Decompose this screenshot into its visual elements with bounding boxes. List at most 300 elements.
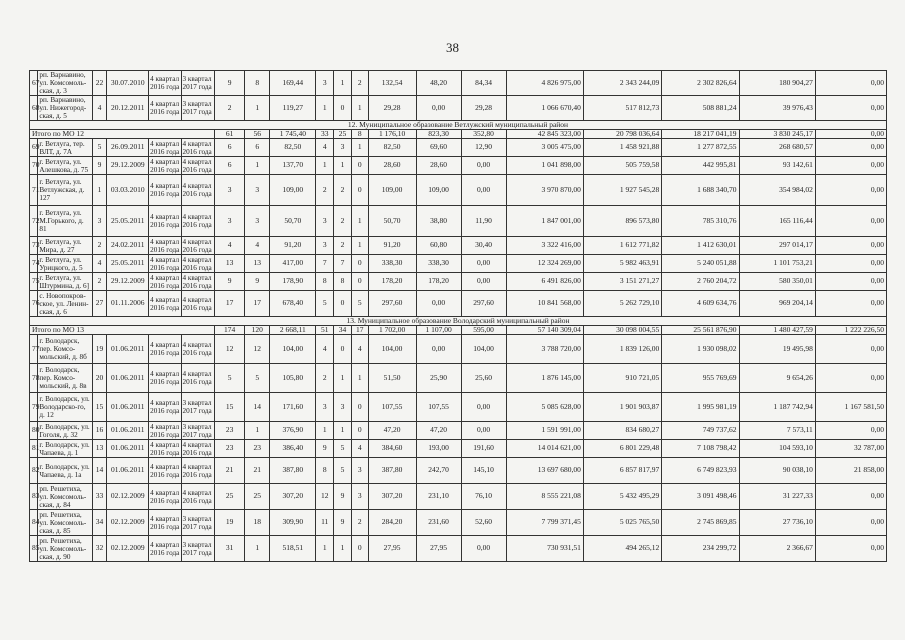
cell-s5: 1 167 581,50 [815,393,886,422]
cell-a3: 52,60 [461,510,506,536]
cell-date: 24.02.2011 [107,237,149,255]
cell-r2: 1 [334,71,352,96]
cell-a1: 384,60 [368,440,416,458]
cell-start: 4 квартал 2016 года [149,291,181,317]
cell-a2: 27,95 [416,536,461,562]
cell-r3: 0 [351,175,368,206]
cell-r1: 2 [316,364,334,393]
total-row [30,326,887,335]
cell-a2: 242,70 [416,458,461,484]
cell-addr: г. Ветлуга, ул. Алешкова, д. 75 [38,157,92,175]
cell-c1: 21 [214,458,244,484]
table-row [30,393,887,422]
cell-s1: 3 970 870,00 [506,175,583,206]
cell-no: 77 [30,335,38,364]
cell-s4: 7 573,11 [739,422,815,440]
cell-c1: 31 [214,536,244,562]
cell-no: 71 [30,175,38,206]
table-row [30,273,887,291]
cell-c2: 4 [245,237,270,255]
cell-no: 67 [30,71,38,96]
cell-r2: 1 [334,422,352,440]
total-label: Итого по МО 13 [30,326,215,335]
total-r3: 17 [351,326,368,335]
cell-a1: 109,00 [368,175,416,206]
cell-no: 68 [30,96,38,121]
cell-s4: 180 904,27 [739,71,815,96]
total-s2: 20 798 036,64 [583,130,661,139]
total-s5: 0,00 [815,130,886,139]
cell-addr: рп. Решетиха, ул. Комсомоль-ская, д. 85 [38,510,92,536]
cell-s2: 5 432 495,29 [583,484,661,510]
cell-s1: 5 085 628,00 [506,393,583,422]
cell-s4: 27 736,10 [739,510,815,536]
cell-end: 4 квартал 2016 года [181,175,214,206]
total-a2: 823,30 [416,130,461,139]
cell-addr: г. Ветлуга, тер. ВЛТ, д. 7А [38,139,92,157]
cell-end: 4 квартал 2016 года [181,364,214,393]
cell-s4: 2 366,67 [739,536,815,562]
cell-s3: 2 760 204,72 [662,273,739,291]
cell-a3: 145,10 [461,458,506,484]
cell-r3: 0 [351,536,368,562]
cell-s4: 580 350,01 [739,273,815,291]
cell-no: 78 [30,364,38,393]
total-s3: 25 561 876,90 [662,326,739,335]
cell-s3: 1 995 981,19 [662,393,739,422]
cell-s3: 5 240 051,88 [662,255,739,273]
cell-c2: 3 [245,175,270,206]
cell-a1: 28,60 [368,157,416,175]
cell-a3: 0,00 [461,393,506,422]
total-r2: 34 [334,326,352,335]
cell-area: 119,27 [270,96,316,121]
cell-c1: 6 [214,139,244,157]
cell-a3: 0,00 [461,175,506,206]
cell-start: 4 квартал 2016 года [149,536,181,562]
cell-a3: 12,90 [461,139,506,157]
cell-date: 01.06.2011 [107,422,149,440]
cell-no: 83 [30,484,38,510]
cell-c2: 1 [245,157,270,175]
cell-end: 3 квартал 2017 года [181,393,214,422]
table-row [30,96,887,121]
cell-start: 4 квартал 2016 года [150,237,180,254]
cell-a3: 191,60 [461,440,506,458]
cell-end: 4 квартал 2016 года [181,484,214,510]
cell-r3: 1 [351,237,368,255]
cell-s5: 0,00 [815,139,886,157]
cell-a3: 29,28 [461,96,506,121]
cell-area: 82,50 [270,139,316,157]
cell-units: 16 [92,422,107,440]
cell-s1: 1 847 001,00 [506,206,583,237]
cell-r1: 7 [316,255,334,273]
cell-s1: 12 324 269,00 [506,255,583,273]
cell-r2: 1 [334,536,352,562]
cell-no: 85 [30,536,38,562]
cell-a3: 0,00 [461,255,506,273]
cell-r2: 2 [334,175,352,206]
cell-area: 307,20 [270,484,316,510]
cell-r2: 0 [334,335,352,364]
cell-s5: 0,00 [815,291,886,317]
cell-start: 4 квартал 2016 года [149,96,181,121]
cell-start: 4 квартал 2016 года [149,335,181,364]
cell-s3: 785 310,76 [662,206,739,237]
cell-r2: 9 [334,510,352,536]
cell-a3: 11,90 [461,206,506,237]
cell-area: 137,70 [270,157,316,175]
cell-no: 72 [30,206,38,237]
cell-s1: 8 555 221,08 [506,484,583,510]
cell-units: 14 [92,458,107,484]
table-row [30,255,887,273]
cell-r1: 9 [316,440,334,458]
total-area: 2 668,11 [270,326,316,335]
cell-r3: 0 [351,422,368,440]
cell-date: 30.07.2010 [107,71,149,96]
cell-end: 3 квартал 2017 года [181,96,214,121]
cell-area: 109,00 [270,175,316,206]
cell-area: 417,00 [270,255,316,273]
cell-date: 25.05.2011 [107,206,149,237]
cell-a2: 193,00 [416,440,461,458]
cell-c2: 18 [245,510,270,536]
cell-c1: 13 [214,255,244,273]
cell-a2: 231,60 [416,510,461,536]
cell-addr: г. Ветлуга, ул. Мира, д. 27 [38,237,92,255]
cell-s3: 234 299,72 [662,536,739,562]
cell-s2: 834 680,27 [583,422,661,440]
cell-units: 20 [92,364,107,393]
cell-end: 4 квартал 2016 года [181,458,214,484]
cell-date: 02.12.2009 [107,536,149,562]
cell-no: 69 [30,139,38,157]
cell-no: 73 [30,237,38,255]
cell-addr: г. Ветлуга, ул. Урицкого, д. 5 [38,255,92,273]
cell-r3: 5 [351,291,368,317]
cell-a1: 284,20 [368,510,416,536]
cell-c1: 9 [214,71,244,96]
cell-units: 13 [92,440,107,458]
cell-c1: 6 [214,157,244,175]
cell-r1: 1 [316,157,334,175]
cell-addr: г. Ветлуга, ул. Ветлужская, д. 127 [38,175,92,206]
cell-a1: 107,55 [368,393,416,422]
cell-s3: 1 277 872,55 [662,139,739,157]
cell-a2: 60,80 [416,237,461,255]
cell-s1: 1 591 991,00 [506,422,583,440]
cell-addr: г. Володарск, пер. Комсо-мольский, д. 8б [38,335,92,364]
cell-r2: 5 [334,440,352,458]
total-s4: 3 830 245,17 [739,130,815,139]
cell-r2: 3 [334,393,352,422]
cell-s1: 14 014 621,00 [506,440,583,458]
cell-a1: 307,20 [368,484,416,510]
cell-a1: 104,00 [368,335,416,364]
cell-s1: 3 005 475,00 [506,139,583,157]
cell-units: 27 [92,291,107,317]
cell-addr: г. Ветлуга, ул. Штурмина, д. 6] [38,273,92,291]
cell-units: 1 [92,175,107,206]
cell-s3: 508 881,24 [662,96,739,121]
cell-s1: 1 066 670,40 [506,96,583,121]
total-area: 1 745,40 [270,130,316,139]
cell-s1: 10 841 568,00 [506,291,583,317]
page-number: 38 [446,40,459,55]
cell-s5: 0,00 [815,510,886,536]
table-row [30,484,887,510]
total-c1: 174 [214,326,244,335]
cell-s4: 104 593,10 [739,440,815,458]
cell-s2: 1 612 771,82 [583,237,661,255]
cell-s3: 1 688 340,70 [662,175,739,206]
section-heading-row [30,121,887,130]
total-c2: 56 [245,130,270,139]
cell-s2: 3 151 271,27 [583,273,661,291]
table-row [30,157,887,175]
cell-r1: 3 [316,206,334,237]
cell-r2: 5 [334,458,352,484]
total-r1: 33 [316,130,334,139]
cell-c2: 17 [245,291,270,317]
table-row [30,510,887,536]
cell-s3: 2 302 826,64 [662,71,739,96]
cell-addr: рп. Решетиха, ул. Комсомоль-ская, д. 90 [38,536,92,562]
cell-c1: 15 [214,393,244,422]
cell-r3: 1 [351,364,368,393]
cell-end: 4 квартал 2016 года [181,273,214,291]
cell-s2: 5 262 729,10 [583,291,661,317]
section-heading: 13. Муниципальное образование Володарский муниципальный район [30,317,887,326]
total-s3: 18 217 041,19 [662,130,739,139]
resettlement-table [29,70,887,562]
cell-s2: 896 573,80 [583,206,661,237]
cell-s5: 0,00 [815,157,886,175]
cell-start: 4 квартал 2016 года [149,484,181,510]
cell-c1: 5 [214,364,244,393]
cell-r1: 1 [316,422,334,440]
total-s5: 1 222 226,50 [815,326,886,335]
total-r3: 8 [351,130,368,139]
cell-start: 4 квартал 2016 года [149,175,181,206]
total-r1: 51 [316,326,334,335]
cell-a2: 107,55 [416,393,461,422]
cell-date: 01.06.2011 [107,364,149,393]
table-row [30,422,887,440]
cell-r3: 2 [351,71,368,96]
cell-date: 29.12.2009 [107,157,149,175]
cell-a2: 231,10 [416,484,461,510]
cell-units: 22 [92,71,107,96]
cell-area: 309,90 [270,510,316,536]
cell-start: 4 квартал 2016 года [149,364,181,393]
cell-area: 50,70 [270,206,316,237]
cell-a2: 28,60 [416,157,461,175]
cell-no: 79 [30,393,38,422]
cell-s1: 6 491 826,00 [506,273,583,291]
cell-s2: 910 721,05 [583,364,661,393]
cell-a1: 178,20 [368,273,416,291]
total-s1: 42 845 323,00 [506,130,583,139]
total-s2: 30 098 004,55 [583,326,661,335]
cell-a1: 82,50 [368,139,416,157]
table-row [30,175,887,206]
cell-s4: 31 227,33 [739,484,815,510]
section-heading: 12. Муниципальное образование Ветлужский муниципальный район [30,121,887,130]
cell-area: 171,60 [270,393,316,422]
cell-a3: 0,00 [461,157,506,175]
cell-s3: 7 108 798,42 [662,440,739,458]
table-row [30,139,887,157]
cell-start: 4 квартал 2016 года [150,139,180,156]
cell-r2: 3 [334,139,352,157]
table-row [30,291,887,317]
cell-c2: 8 [245,71,270,96]
cell-r2: 2 [334,206,352,237]
cell-units: 34 [92,510,107,536]
cell-s2: 494 265,12 [583,536,661,562]
cell-r1: 8 [316,458,334,484]
cell-a1: 27,95 [368,536,416,562]
cell-a3: 25,60 [461,364,506,393]
cell-s3: 1 412 630,01 [662,237,739,255]
cell-start: 4 квартал 2016 года [149,71,181,96]
cell-area: 678,40 [270,291,316,317]
cell-area: 169,44 [270,71,316,96]
cell-no: 84 [30,510,38,536]
cell-end: 3 квартал 2017 года [181,510,214,536]
cell-s4: 297 014,17 [739,237,815,255]
cell-s5: 0,00 [815,255,886,273]
cell-s5: 0,00 [815,273,886,291]
cell-c1: 4 [214,237,244,255]
cell-s5: 0,00 [815,175,886,206]
cell-a1: 50,70 [368,206,416,237]
cell-s2: 6 857 817,97 [583,458,661,484]
cell-r3: 1 [351,206,368,237]
cell-end: 4 квартал 2016 года [181,440,214,458]
cell-c1: 23 [214,440,244,458]
cell-date: 02.12.2009 [107,484,149,510]
cell-date: 02.12.2009 [107,510,149,536]
cell-c2: 6 [245,139,270,157]
cell-s4: 268 680,57 [739,139,815,157]
cell-s2: 1 458 921,88 [583,139,661,157]
total-a2: 1 107,00 [416,326,461,335]
cell-s5: 0,00 [815,206,886,237]
cell-units: 19 [92,335,107,364]
total-r2: 25 [334,130,352,139]
cell-s4: 93 142,61 [739,157,815,175]
cell-end: 4 квартал 2016 года [181,157,214,175]
total-a1: 1 176,10 [368,130,416,139]
cell-s5: 0,00 [815,484,886,510]
cell-c1: 19 [214,510,244,536]
cell-a3: 84,34 [461,71,506,96]
cell-end: 4 квартал 2016 года [181,206,214,237]
cell-no: 74 [30,255,38,273]
total-a3: 352,80 [461,130,506,139]
cell-s4: 969 204,14 [739,291,815,317]
cell-a3: 297,60 [461,291,506,317]
section-heading-row [30,317,887,326]
cell-a3: 76,10 [461,484,506,510]
cell-r3: 1 [351,96,368,121]
cell-area: 518,51 [270,536,316,562]
cell-addr: г. Володарск, пер. Комсо-мольский, д. 8в [38,364,92,393]
cell-s4: 354 984,02 [739,175,815,206]
cell-s4: 1 101 753,21 [739,255,815,273]
cell-s5: 21 858,00 [815,458,886,484]
cell-start: 4 квартал 2016 года [149,206,181,237]
cell-r1: 1 [316,536,334,562]
cell-s4: 9 654,26 [739,364,815,393]
cell-r2: 7 [334,255,352,273]
cell-end: 3 квартал 2017 года [181,536,214,562]
cell-s2: 505 759,58 [583,157,661,175]
cell-s5: 0,00 [815,536,886,562]
cell-date: 25.05.2011 [107,255,149,273]
cell-s5: 0,00 [815,237,886,255]
cell-r2: 9 [334,484,352,510]
cell-a3: 104,00 [461,335,506,364]
cell-s1: 3 322 416,00 [506,237,583,255]
cell-start: 4 квартал 2016 года [149,458,181,484]
cell-date: 01.06.2011 [107,458,149,484]
cell-a3: 0,00 [461,422,506,440]
cell-end: 4 квартал 2016 года [181,291,214,317]
cell-a2: 338,30 [416,255,461,273]
table-row [30,206,887,237]
cell-s1: 3 788 720,00 [506,335,583,364]
cell-r1: 8 [316,273,334,291]
cell-r1: 11 [316,510,334,536]
cell-c2: 13 [245,255,270,273]
cell-a1: 297,60 [368,291,416,317]
cell-s1: 730 931,51 [506,536,583,562]
cell-a2: 178,20 [416,273,461,291]
cell-s3: 1 930 098,02 [662,335,739,364]
cell-no: 82 [30,458,38,484]
cell-a2: 48,20 [416,71,461,96]
cell-addr: рп. Варнавино, ул. Нижегород-ская, д. 5 [38,96,92,121]
cell-a3: 30,40 [461,237,506,255]
cell-date: 01.06.2011 [107,393,149,422]
cell-area: 386,40 [270,440,316,458]
table-row [30,364,887,393]
cell-start: 4 квартал 2016 года [150,255,180,272]
cell-s1: 4 826 975,00 [506,71,583,96]
cell-r3: 1 [351,139,368,157]
cell-date: 01.11.2006 [107,291,149,317]
cell-r3: 0 [351,393,368,422]
cell-s1: 1 041 898,00 [506,157,583,175]
cell-a3: 0,00 [461,536,506,562]
cell-a2: 69,60 [416,139,461,157]
cell-units: 33 [92,484,107,510]
cell-r2: 0 [334,291,352,317]
cell-date: 26.09.2011 [107,139,149,157]
cell-a2: 47,20 [416,422,461,440]
cell-r1: 3 [316,71,334,96]
cell-c2: 1 [245,96,270,121]
cell-units: 9 [92,157,107,175]
cell-r1: 4 [316,139,334,157]
cell-s1: 7 799 371,45 [506,510,583,536]
cell-no: 75 [30,273,38,291]
